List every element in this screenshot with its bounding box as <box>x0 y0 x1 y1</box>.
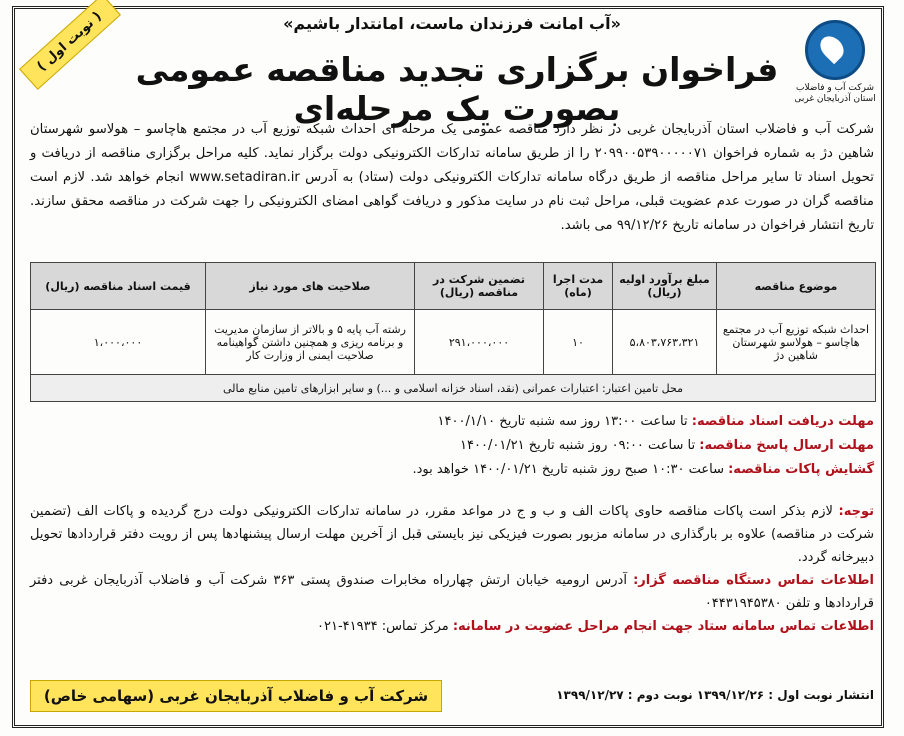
deadline-text: ساعت ۱۰:۳۰ صبح روز شنبه تاریخ ۱۴۰۰/۰۱/۲۱ خواهد بود. <box>412 462 729 477</box>
setad-text: مرکز تماس: ۴۱۹۳۴-۰۲۱ <box>317 619 453 634</box>
company-name-bar: شرکت آب و فاضلاب آذربایجان غربی (سهامی خاص) <box>30 680 442 712</box>
setad-paragraph <box>30 615 874 638</box>
deadline-label: گشایش پاکات مناقصه: <box>728 462 874 477</box>
header-estimate: مبلغ برآورد اولیه (ریال) <box>613 263 717 310</box>
cell-document-price: ۱،۰۰۰،۰۰۰ <box>31 310 206 375</box>
deadline-submit-response <box>30 434 874 458</box>
logo-company-name: شرکت آب و فاضلاب استان آذربایجان غربی <box>794 83 876 104</box>
deadlines <box>30 410 874 482</box>
contact-label: اطلاعات تماس دستگاه مناقصه گزار: <box>633 573 874 588</box>
header-duration: مدت اجرا (ماه) <box>544 263 613 310</box>
deadline-receive-documents <box>30 410 874 434</box>
notice-headline: فراخوان برگزاری تجدید مناقصه عمومی بصورت یک مرحله‌ای <box>135 50 779 128</box>
setad-label: اطلاعات تماس سامانه ستاد جهت انجام مراحل عضویت در سامانه: <box>452 619 874 634</box>
tender-table <box>30 262 876 402</box>
publication-dates: انتشار نوبت اول : ۱۳۹۹/۱۲/۲۶ نوبت دوم : ۱۳۹۹/۱۲/۲۷ <box>556 688 874 702</box>
header-guarantee: تضمین شرکت در مناقصه (ریال) <box>415 263 544 310</box>
cell-subject: احداث شبکه توزیع آب در مجتمع هاچاسو – هولاسو شهرستان شاهین دژ <box>717 310 876 375</box>
contact-text: آدرس ارومیه خیابان ارتش چهارراه مخابرات صندوق پستی ۳۶۳ شرکت آب و فاضلاب آذربایجان غربی دفتر قراردادها و تلفن ۰۴۴۳۱۹۴۵۳۸۰ <box>30 573 874 611</box>
header-subject: موضوع مناقصه <box>717 263 876 310</box>
deadline-label: مهلت دریافت اسناد مناقصه: <box>691 414 874 429</box>
funding-row <box>31 375 876 402</box>
first-issue-badge: ( نوبت اول ) <box>19 0 121 90</box>
note-text: لازم بذکر است پاکات مناقصه حاوی پاکات الف و ب و ج در مواعد مقرر، در سامانه تدارکات الکترونیکی دولت درج گردیده و پاکات الف (تضمین شرکت در مناقصه) علاوه بر بارگذاری در سامانه مزبور بصورت فیزیکی نیز بایستی قبل از آخرین مهلت ارسال پیشنهادها پس از رویت دفتر قراردادها تحویل دبیرخانه گردد. <box>30 504 874 565</box>
intro-paragraph: شرکت آب و فاضلاب استان آذربایجان غربی در نظر دارد مناقصه عمومی یک مرحله ای احداث شبکه توزیع آب در مجتمع هاچاسو – هولاسو شهرستان شاهین دژ به شماره فراخوان ۲۰۹۹۰۰۵۳۹۰۰۰۰۰۷۱ را از طریق سامانه تدارکات الکترونیکی دولت برگزار نماید. کلیه مراحل برگزاری مناقصه از دریافت و تحویل اسناد تا سایر مراحل مناقصه از طریق درگاه سامانه تدارکات الکترونیکی دولت (ستاد) به آدرس www.setadiran.ir انجام خواهد شد. لازم است مناقصه گران در صورت عدم عضویت قبلی، مراحل ثبت نام در سایت مذکور و دریافت گواهی امضای الکترونیکی را جهت شرکت در مناقصه محقق سازند. تاریخ انتشار فراخوان در سامانه تاریخ ۹۹/۱۲/۲۶ می باشد. <box>30 122 874 233</box>
note-label: توجه: <box>838 504 874 519</box>
motto: «آب امانت فرزندان ماست، امانتدار باشیم» <box>283 14 621 33</box>
funding-source: محل تامین اعتبار: اعتبارات عمرانی (نقد، اسناد خزانه اسلامی و ...) و سایر ابزارهای تامین منابع مالی <box>31 375 876 402</box>
header-document-price: قیمت اسناد مناقصه (ریال) <box>31 263 206 310</box>
note-paragraph <box>30 500 874 569</box>
deadline-text: تا ساعت ۰۹:۰۰ روز شنبه تاریخ ۱۴۰۰/۰۱/۲۱ <box>460 438 700 453</box>
deadline-text: تا ساعت ۱۳:۰۰ روز سه شنبه تاریخ ۱۴۰۰/۱/۱۰ <box>437 414 692 429</box>
contact-paragraph <box>30 569 874 615</box>
header-qualifications: صلاحیت های مورد نیاز <box>206 263 415 310</box>
cell-qualifications: رشته آب پایه ۵ و بالاتر از سازمان مدیریت و برنامه ریزی و همچنین داشتن گواهینامه صلاحیت ایمنی از وزارت کار <box>206 310 415 375</box>
cell-guarantee: ۲۹۱،۰۰۰،۰۰۰ <box>415 310 544 375</box>
table-header-row <box>31 263 876 310</box>
deadline-opening <box>30 458 874 482</box>
cell-duration: ۱۰ <box>544 310 613 375</box>
table-row <box>31 310 876 375</box>
cell-estimate: ۵،۸۰۳،۷۶۳،۳۲۱ <box>613 310 717 375</box>
deadline-label: مهلت ارسال پاسخ مناقصه: <box>699 438 874 453</box>
notes <box>30 500 874 638</box>
